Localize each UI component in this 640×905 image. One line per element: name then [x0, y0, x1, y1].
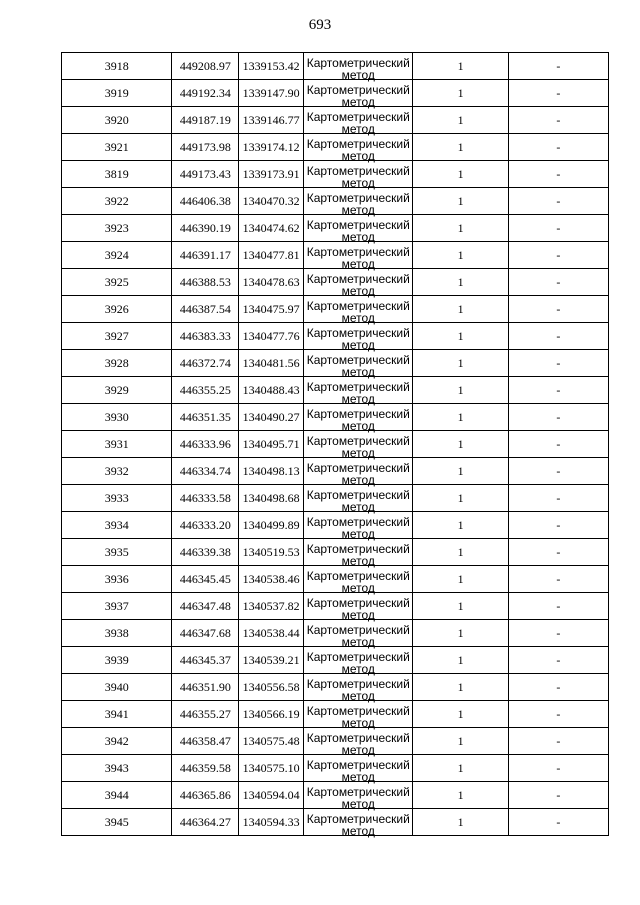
precision-cell: 1 [413, 350, 508, 377]
method-line-2: метод [341, 743, 375, 757]
x-coordinate-cell: 449173.43 [172, 161, 239, 188]
note-cell: - [508, 593, 608, 620]
precision-cell: 1 [413, 458, 508, 485]
method-line-2: метод [341, 122, 375, 136]
x-coordinate-cell: 446364.27 [172, 809, 239, 836]
method-cell [304, 377, 413, 404]
y-coordinate-cell: 1339173.91 [239, 161, 304, 188]
y-coordinate-cell: 1340477.81 [239, 242, 304, 269]
table-row [62, 566, 609, 593]
precision-cell: 1 [413, 701, 508, 728]
method-line-2: метод [341, 608, 375, 622]
point-id-cell: 3929 [62, 377, 172, 404]
x-coordinate-cell: 446372.74 [172, 350, 239, 377]
y-coordinate-cell: 1340488.43 [239, 377, 304, 404]
method-line-1: Картометрический [306, 83, 410, 97]
method-line-2: метод [341, 527, 375, 541]
method-cell [304, 215, 413, 242]
table-row [62, 593, 609, 620]
method-line-1: Картометрический [306, 569, 410, 583]
method-line-2: метод [341, 338, 375, 352]
note-cell: - [508, 350, 608, 377]
precision-cell: 1 [413, 134, 508, 161]
x-coordinate-cell: 449208.97 [172, 53, 239, 80]
method-line-1: Картометрический [306, 488, 410, 502]
y-coordinate-cell: 1340470.32 [239, 188, 304, 215]
precision-cell: 1 [413, 755, 508, 782]
precision-cell: 1 [413, 215, 508, 242]
method-line-2: метод [341, 419, 375, 433]
precision-cell: 1 [413, 809, 508, 836]
method-cell [304, 107, 413, 134]
table-row [62, 242, 609, 269]
table-row [62, 512, 609, 539]
x-coordinate-cell: 446406.38 [172, 188, 239, 215]
table-row [62, 728, 609, 755]
method-cell [304, 323, 413, 350]
method-line-1: Картометрический [306, 137, 410, 151]
y-coordinate-cell: 1340519.53 [239, 539, 304, 566]
y-coordinate-cell: 1340498.13 [239, 458, 304, 485]
note-cell: - [508, 404, 608, 431]
method-cell [304, 404, 413, 431]
coordinates-table-body [62, 53, 609, 836]
x-coordinate-cell: 449173.98 [172, 134, 239, 161]
y-coordinate-cell: 1340490.27 [239, 404, 304, 431]
y-coordinate-cell: 1340594.04 [239, 782, 304, 809]
precision-cell: 1 [413, 566, 508, 593]
method-cell [304, 728, 413, 755]
method-line-1: Картометрический [306, 785, 410, 799]
table-row [62, 647, 609, 674]
method-line-2: метод [341, 176, 375, 190]
note-cell: - [508, 107, 608, 134]
x-coordinate-cell: 446365.86 [172, 782, 239, 809]
coordinates-table [61, 52, 609, 836]
table-row [62, 755, 609, 782]
precision-cell: 1 [413, 485, 508, 512]
x-coordinate-cell: 446334.74 [172, 458, 239, 485]
method-line-2: метод [341, 770, 375, 784]
method-cell [304, 539, 413, 566]
method-line-2: метод [341, 554, 375, 568]
note-cell: - [508, 134, 608, 161]
x-coordinate-cell: 446359.58 [172, 755, 239, 782]
point-id-cell: 3925 [62, 269, 172, 296]
method-line-2: метод [341, 95, 375, 109]
point-id-cell: 3927 [62, 323, 172, 350]
x-coordinate-cell: 446339.38 [172, 539, 239, 566]
method-cell [304, 593, 413, 620]
table-row [62, 674, 609, 701]
point-id-cell: 3936 [62, 566, 172, 593]
method-line-2: метод [341, 716, 375, 730]
precision-cell: 1 [413, 377, 508, 404]
note-cell: - [508, 53, 608, 80]
method-cell [304, 620, 413, 647]
y-coordinate-cell: 1340556.58 [239, 674, 304, 701]
method-cell [304, 80, 413, 107]
x-coordinate-cell: 446351.90 [172, 674, 239, 701]
point-id-cell: 3932 [62, 458, 172, 485]
note-cell: - [508, 755, 608, 782]
method-line-1: Картометрический [306, 353, 410, 367]
method-cell [304, 296, 413, 323]
y-coordinate-cell: 1340499.89 [239, 512, 304, 539]
point-id-cell: 3931 [62, 431, 172, 458]
method-line-1: Картометрический [306, 515, 410, 529]
precision-cell: 1 [413, 404, 508, 431]
note-cell: - [508, 539, 608, 566]
y-coordinate-cell: 1340477.76 [239, 323, 304, 350]
note-cell: - [508, 458, 608, 485]
table-row [62, 188, 609, 215]
method-cell [304, 350, 413, 377]
table-row [62, 269, 609, 296]
method-cell [304, 566, 413, 593]
method-line-2: метод [341, 284, 375, 298]
x-coordinate-cell: 446387.54 [172, 296, 239, 323]
method-cell [304, 782, 413, 809]
method-line-1: Картометрический [306, 245, 410, 259]
point-id-cell: 3926 [62, 296, 172, 323]
method-line-1: Картометрический [306, 704, 410, 718]
y-coordinate-cell: 1340478.63 [239, 269, 304, 296]
table-row [62, 107, 609, 134]
method-line-2: метод [341, 365, 375, 379]
x-coordinate-cell: 446391.17 [172, 242, 239, 269]
point-id-cell: 3921 [62, 134, 172, 161]
table-row [62, 809, 609, 836]
note-cell: - [508, 485, 608, 512]
point-id-cell: 3930 [62, 404, 172, 431]
note-cell: - [508, 377, 608, 404]
table-row [62, 161, 609, 188]
precision-cell: 1 [413, 620, 508, 647]
y-coordinate-cell: 1340498.68 [239, 485, 304, 512]
precision-cell: 1 [413, 269, 508, 296]
method-line-2: метод [341, 203, 375, 217]
precision-cell: 1 [413, 242, 508, 269]
method-line-2: метод [341, 257, 375, 271]
note-cell: - [508, 269, 608, 296]
note-cell: - [508, 431, 608, 458]
note-cell: - [508, 674, 608, 701]
precision-cell: 1 [413, 593, 508, 620]
point-id-cell: 3919 [62, 80, 172, 107]
y-coordinate-cell: 1340539.21 [239, 647, 304, 674]
note-cell: - [508, 215, 608, 242]
table-row [62, 539, 609, 566]
y-coordinate-cell: 1339146.77 [239, 107, 304, 134]
y-coordinate-cell: 1340538.44 [239, 620, 304, 647]
point-id-cell: 3922 [62, 188, 172, 215]
precision-cell: 1 [413, 431, 508, 458]
note-cell: - [508, 728, 608, 755]
note-cell: - [508, 80, 608, 107]
x-coordinate-cell: 446345.37 [172, 647, 239, 674]
note-cell: - [508, 188, 608, 215]
note-cell: - [508, 242, 608, 269]
precision-cell: 1 [413, 728, 508, 755]
x-coordinate-cell: 446333.58 [172, 485, 239, 512]
note-cell: - [508, 701, 608, 728]
point-id-cell: 3918 [62, 53, 172, 80]
method-line-1: Картометрический [306, 731, 410, 745]
table-row [62, 404, 609, 431]
method-cell [304, 53, 413, 80]
method-cell [304, 485, 413, 512]
table-row [62, 323, 609, 350]
method-cell [304, 269, 413, 296]
table-row [62, 296, 609, 323]
method-line-1: Картометрический [306, 461, 410, 475]
method-cell [304, 134, 413, 161]
y-coordinate-cell: 1340474.62 [239, 215, 304, 242]
method-line-2: метод [341, 311, 375, 325]
method-line-2: метод [341, 635, 375, 649]
table-row [62, 350, 609, 377]
method-line-2: метод [341, 500, 375, 514]
method-line-1: Картометрический [306, 299, 410, 313]
x-coordinate-cell: 446390.19 [172, 215, 239, 242]
method-line-1: Картометрический [306, 110, 410, 124]
table-row [62, 377, 609, 404]
method-line-1: Картометрический [306, 758, 410, 772]
method-line-2: метод [341, 230, 375, 244]
precision-cell: 1 [413, 674, 508, 701]
note-cell: - [508, 620, 608, 647]
method-line-1: Картометрический [306, 407, 410, 421]
method-cell [304, 701, 413, 728]
x-coordinate-cell: 446355.25 [172, 377, 239, 404]
method-cell [304, 188, 413, 215]
method-line-2: метод [341, 392, 375, 406]
method-line-2: метод [341, 68, 375, 82]
method-cell [304, 431, 413, 458]
x-coordinate-cell: 446347.68 [172, 620, 239, 647]
precision-cell: 1 [413, 80, 508, 107]
note-cell: - [508, 566, 608, 593]
method-line-2: метод [341, 824, 375, 838]
method-cell [304, 512, 413, 539]
y-coordinate-cell: 1340594.33 [239, 809, 304, 836]
precision-cell: 1 [413, 512, 508, 539]
y-coordinate-cell: 1340566.19 [239, 701, 304, 728]
method-line-1: Картометрический [306, 812, 410, 826]
table-row [62, 431, 609, 458]
y-coordinate-cell: 1340475.97 [239, 296, 304, 323]
point-id-cell: 3943 [62, 755, 172, 782]
method-line-2: метод [341, 149, 375, 163]
note-cell: - [508, 782, 608, 809]
method-line-1: Картометрический [306, 542, 410, 556]
note-cell: - [508, 809, 608, 836]
method-line-1: Картометрический [306, 623, 410, 637]
x-coordinate-cell: 446383.33 [172, 323, 239, 350]
y-coordinate-cell: 1340538.46 [239, 566, 304, 593]
point-id-cell: 3940 [62, 674, 172, 701]
x-coordinate-cell: 446333.96 [172, 431, 239, 458]
y-coordinate-cell: 1340575.48 [239, 728, 304, 755]
precision-cell: 1 [413, 107, 508, 134]
table-row [62, 80, 609, 107]
method-line-1: Картометрический [306, 650, 410, 664]
method-cell [304, 755, 413, 782]
method-line-2: метод [341, 797, 375, 811]
table-row [62, 458, 609, 485]
table-row [62, 701, 609, 728]
page-number: 693 [308, 17, 332, 33]
precision-cell: 1 [413, 647, 508, 674]
x-coordinate-cell: 446358.47 [172, 728, 239, 755]
point-id-cell: 3945 [62, 809, 172, 836]
y-coordinate-cell: 1340575.10 [239, 755, 304, 782]
table-row [62, 782, 609, 809]
note-cell: - [508, 512, 608, 539]
method-line-1: Картометрический [306, 272, 410, 286]
method-line-2: метод [341, 581, 375, 595]
method-line-1: Картометрический [306, 596, 410, 610]
method-line-2: метод [341, 689, 375, 703]
point-id-cell: 3944 [62, 782, 172, 809]
method-cell [304, 242, 413, 269]
x-coordinate-cell: 446351.35 [172, 404, 239, 431]
method-line-1: Картометрический [306, 677, 410, 691]
table-row [62, 485, 609, 512]
precision-cell: 1 [413, 323, 508, 350]
x-coordinate-cell: 449192.34 [172, 80, 239, 107]
precision-cell: 1 [413, 296, 508, 323]
method-cell [304, 647, 413, 674]
note-cell: - [508, 323, 608, 350]
method-line-1: Картометрический [306, 191, 410, 205]
method-cell [304, 809, 413, 836]
point-id-cell: 3939 [62, 647, 172, 674]
table-row [62, 620, 609, 647]
x-coordinate-cell: 446388.53 [172, 269, 239, 296]
precision-cell: 1 [413, 782, 508, 809]
table-row [62, 134, 609, 161]
y-coordinate-cell: 1339147.90 [239, 80, 304, 107]
x-coordinate-cell: 446333.20 [172, 512, 239, 539]
x-coordinate-cell: 446345.45 [172, 566, 239, 593]
method-cell [304, 161, 413, 188]
point-id-cell: 3935 [62, 539, 172, 566]
point-id-cell: 3928 [62, 350, 172, 377]
y-coordinate-cell: 1339174.12 [239, 134, 304, 161]
point-id-cell: 3941 [62, 701, 172, 728]
note-cell: - [508, 647, 608, 674]
x-coordinate-cell: 446355.27 [172, 701, 239, 728]
point-id-cell: 3819 [62, 161, 172, 188]
method-line-1: Картометрический [306, 56, 410, 70]
point-id-cell: 3938 [62, 620, 172, 647]
x-coordinate-cell: 449187.19 [172, 107, 239, 134]
note-cell: - [508, 296, 608, 323]
point-id-cell: 3923 [62, 215, 172, 242]
precision-cell: 1 [413, 188, 508, 215]
point-id-cell: 3924 [62, 242, 172, 269]
precision-cell: 1 [413, 161, 508, 188]
table-row [62, 53, 609, 80]
method-line-1: Картометрический [306, 218, 410, 232]
point-id-cell: 3942 [62, 728, 172, 755]
method-line-1: Картометрический [306, 380, 410, 394]
method-cell [304, 458, 413, 485]
table-row [62, 215, 609, 242]
method-line-2: метод [341, 473, 375, 487]
point-id-cell: 3920 [62, 107, 172, 134]
point-id-cell: 3933 [62, 485, 172, 512]
method-line-2: метод [341, 446, 375, 460]
method-line-1: Картометрический [306, 434, 410, 448]
method-line-1: Картометрический [306, 164, 410, 178]
method-line-2: метод [341, 662, 375, 676]
precision-cell: 1 [413, 539, 508, 566]
y-coordinate-cell: 1339153.42 [239, 53, 304, 80]
y-coordinate-cell: 1340537.82 [239, 593, 304, 620]
method-line-1: Картометрический [306, 326, 410, 340]
y-coordinate-cell: 1340481.56 [239, 350, 304, 377]
precision-cell: 1 [413, 53, 508, 80]
point-id-cell: 3934 [62, 512, 172, 539]
note-cell: - [508, 161, 608, 188]
y-coordinate-cell: 1340495.71 [239, 431, 304, 458]
point-id-cell: 3937 [62, 593, 172, 620]
method-cell [304, 674, 413, 701]
x-coordinate-cell: 446347.48 [172, 593, 239, 620]
